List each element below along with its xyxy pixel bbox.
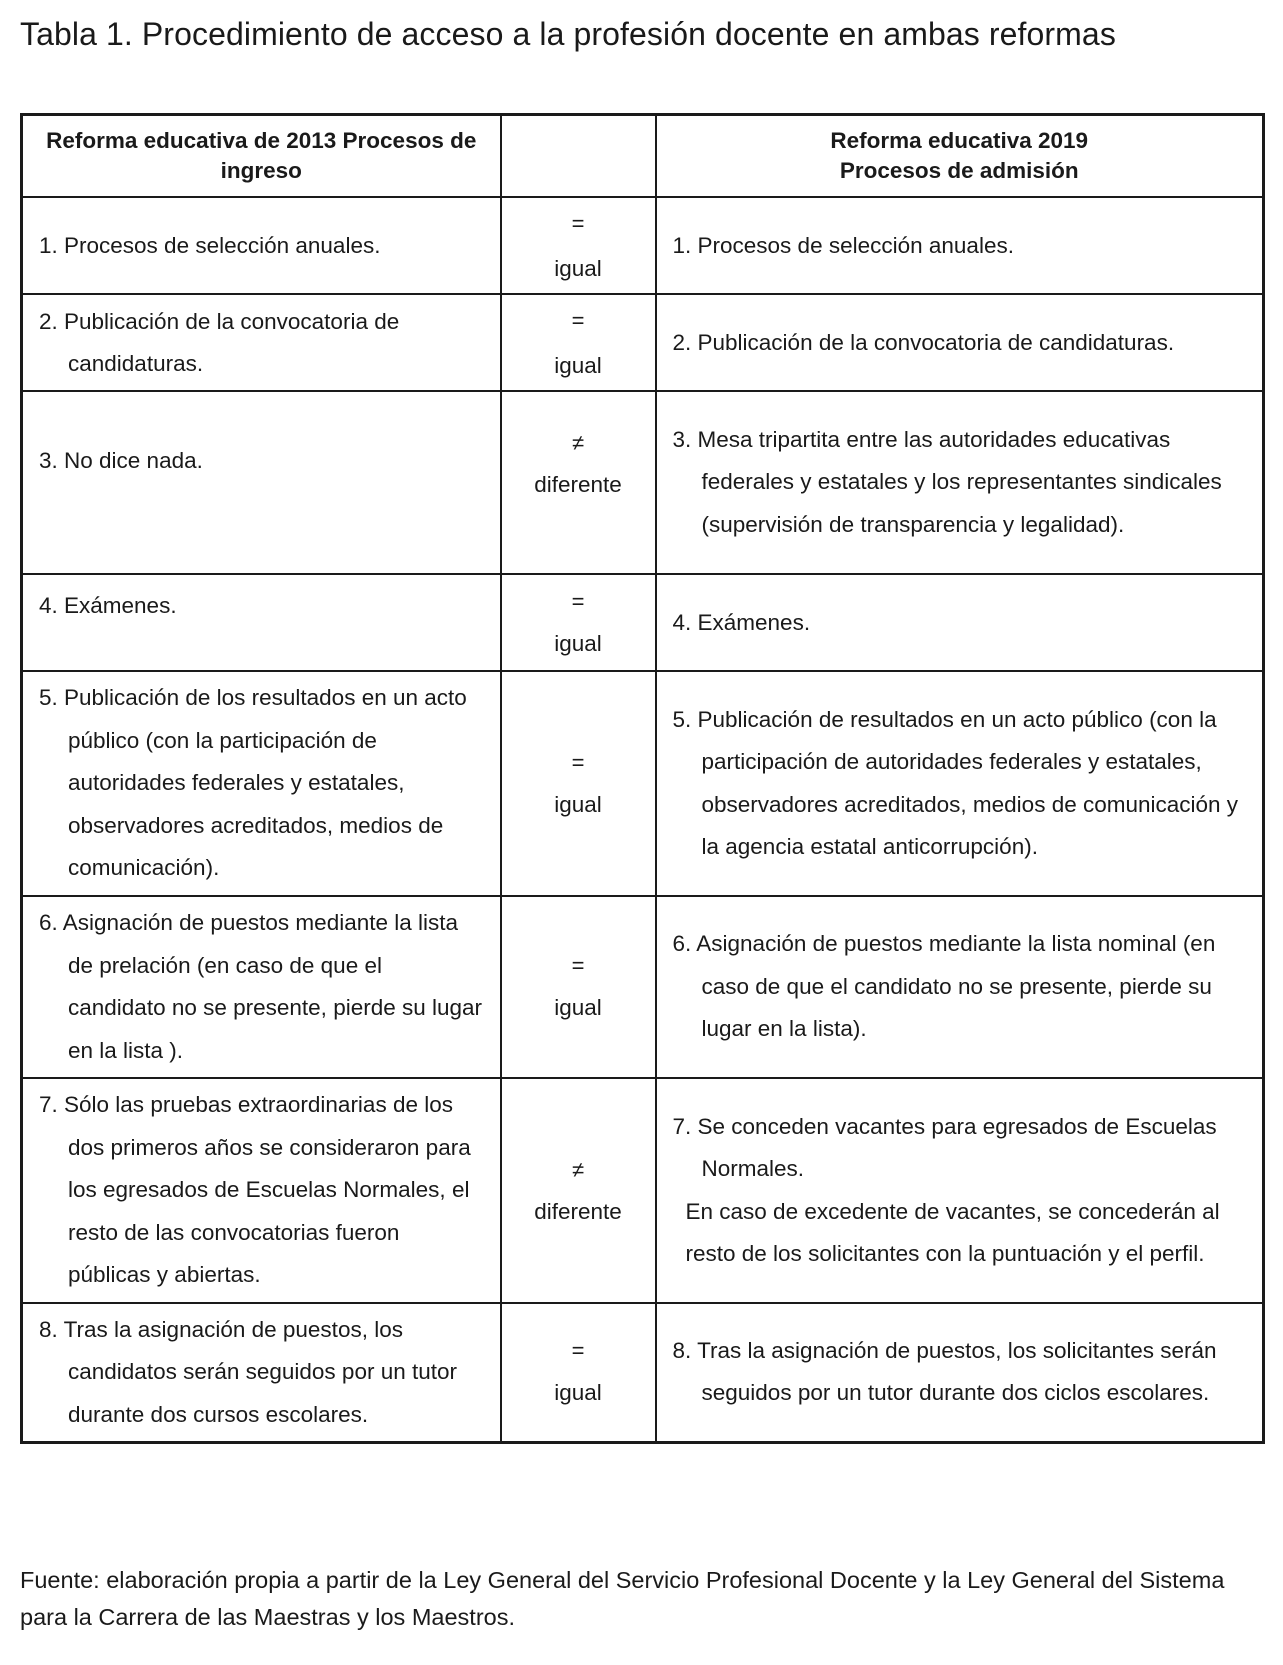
cell-2013-text: 8. Tras la asignación de puestos, los candidatos serán seguidos por un tutor durante dos cursos escolares. xyxy=(39,1316,458,1427)
cell-2013-text: 1. Procesos de selección anuales. xyxy=(39,233,381,258)
relation-label: igual xyxy=(554,255,602,281)
table-row xyxy=(22,1078,1264,1303)
cell-2013-text: 7. Sólo las pruebas extraordinarias de los dos primeros años se consideraron para los egresados de Escuelas Normales, el resto de las convocatorias fueron públicas y abiertas. xyxy=(39,1092,471,1288)
cell-2013-text: 4. Exámenes. xyxy=(39,593,177,618)
cell-2013 xyxy=(22,391,501,574)
cell-2019 xyxy=(656,574,1264,671)
cell-2013 xyxy=(22,1078,501,1303)
header-reform-2019 xyxy=(656,115,1264,198)
relation-symbol: ≠ xyxy=(571,1156,585,1182)
relation-symbol: ≠ xyxy=(571,430,585,455)
relation-label: igual xyxy=(554,352,602,378)
cell-2019 xyxy=(656,294,1264,391)
comparison-table xyxy=(20,113,1265,1444)
cell-2013 xyxy=(22,197,501,294)
table-row xyxy=(22,294,1264,391)
relation-label: igual xyxy=(554,995,602,1020)
relation-symbol: = xyxy=(571,953,585,978)
relation-symbol: = xyxy=(571,749,585,775)
cell-2019-text: 6. Asignación de puestos mediante la lista nominal (en caso de que el candidato no se presente, pierde su lugar en la lista). xyxy=(672,931,1216,1042)
table-header-row xyxy=(22,115,1264,198)
cell-2019-text: 5. Publicación de resultados en un acto público (con la participación de autoridades federales y estatales, observadores acreditados, medios de comunicación y la agencia estatal anticorrupción). xyxy=(672,706,1239,859)
table-row xyxy=(22,1303,1264,1442)
cell-2019-text-continued: En caso de excedente de vacantes, se concederán al resto de los solicitantes con la puntuación y el perfil. xyxy=(685,1198,1220,1266)
table-row xyxy=(22,896,1264,1078)
cell-2013 xyxy=(22,671,501,896)
cell-2013 xyxy=(22,574,501,671)
cell-relation xyxy=(501,1303,656,1442)
cell-relation xyxy=(501,896,656,1078)
cell-2019-text: 2. Publicación de la convocatoria de candidaturas. xyxy=(672,329,1175,355)
cell-2013 xyxy=(22,896,501,1078)
cell-relation xyxy=(501,671,656,896)
header-relation xyxy=(501,115,656,198)
cell-2013 xyxy=(22,294,501,391)
table-row xyxy=(22,197,1264,294)
cell-relation xyxy=(501,574,656,671)
cell-2019 xyxy=(656,671,1264,896)
header-reform-2019-line1: Reforma educativa 2019 xyxy=(830,128,1089,153)
cell-relation xyxy=(501,391,656,574)
table-row xyxy=(22,391,1264,574)
cell-2019 xyxy=(656,391,1264,574)
relation-label: diferente xyxy=(534,472,622,497)
cell-2013-text: 5. Publicación de los resultados en un acto público (con la participación de autoridades federales y estatales, observadores acreditados, medios de comunicación). xyxy=(39,685,467,881)
cell-2019 xyxy=(656,197,1264,294)
relation-symbol: = xyxy=(571,1338,585,1364)
cell-relation xyxy=(501,197,656,294)
header-reform-2019-line2: Procesos de admisión xyxy=(839,158,1079,183)
relation-label: diferente xyxy=(534,1198,622,1224)
cell-2013 xyxy=(22,1303,501,1442)
cell-relation xyxy=(501,1078,656,1303)
table-row xyxy=(22,671,1264,896)
relation-symbol: = xyxy=(571,210,585,236)
cell-2019-text: 1. Procesos de selección anuales. xyxy=(672,233,1014,258)
cell-2019-text: 7. Se conceden vacantes para egresados de Escuelas Normales. xyxy=(672,1113,1217,1181)
cell-2019-text: 3. Mesa tripartita entre las autoridades educativas federales y estatales y los representantes sindicales (supervisión de transparencia y legalidad). xyxy=(672,426,1222,537)
cell-2013-text: 2. Publicación de la convocatoria de candidaturas. xyxy=(39,308,400,376)
cell-2019-text: 4. Exámenes. xyxy=(672,610,811,635)
cell-2019 xyxy=(656,1078,1264,1303)
cell-2019-text: 8. Tras la asignación de puestos, los solicitantes serán seguidos por un tutor durante dos ciclos escolares. xyxy=(672,1337,1217,1406)
source-note: Fuente: elaboración propia a partir de la Ley General del Servicio Profesional Docente y la Ley General del Sistema para la Carrera de las Maestras y los Maestros. xyxy=(20,1567,1225,1630)
cell-2013-text: 6. Asignación de puestos mediante la lista de prelación (en caso de que el candidato no se presente, pierde su lugar en la lista ). xyxy=(39,910,483,1063)
table-row xyxy=(22,574,1264,671)
relation-label: igual xyxy=(554,791,602,817)
cell-relation xyxy=(501,294,656,391)
cell-2019 xyxy=(656,1303,1264,1442)
relation-symbol: = xyxy=(571,588,585,614)
cell-2019 xyxy=(656,896,1264,1078)
table-title: Tabla 1. Procedimiento de acceso a la profesión docente en ambas reformas xyxy=(20,16,1116,52)
cell-2013-text: 3. No dice nada. xyxy=(39,448,203,473)
header-reform-2013: Reforma educativa de 2013 Procesos de ingreso xyxy=(22,115,501,198)
relation-symbol: = xyxy=(571,307,585,333)
relation-label: igual xyxy=(554,1380,602,1406)
relation-label: igual xyxy=(554,630,602,656)
